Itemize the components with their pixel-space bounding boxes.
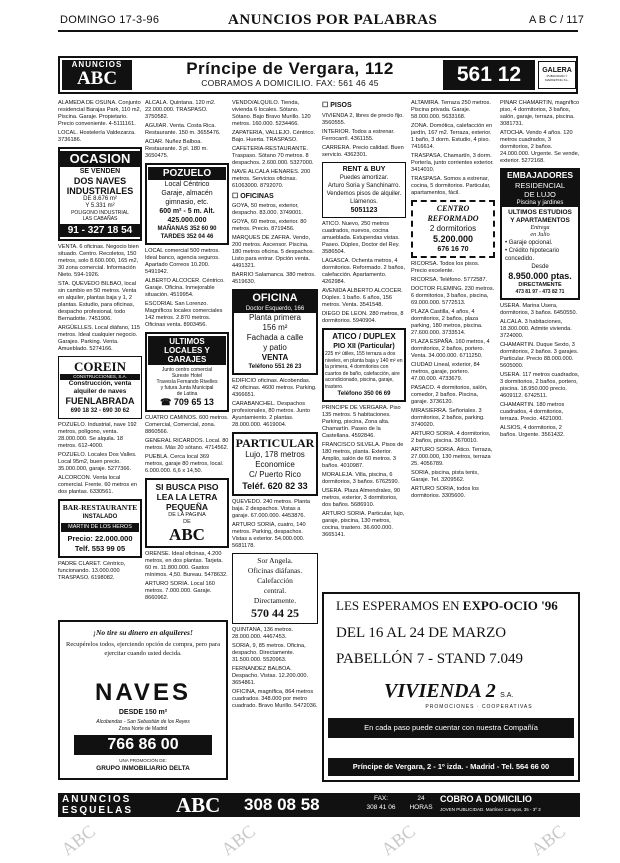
corein-line: alquiler de naves: [73, 388, 127, 395]
sor-angela-line: central.: [263, 586, 287, 595]
column-6: [500, 100, 580, 588]
ultimos-locales-ad: [145, 332, 229, 412]
si-busca-line: DE LA PAGINA: [168, 512, 206, 518]
classified-ad: CHAMARTIN. 180 metros cuadrados, 4 dormitorios, terraza. Precio. 4621000.: [500, 402, 565, 422]
rent-buy-line: RENT & BUY: [342, 166, 386, 173]
classified-ad: VENTA. 6 oficinas. Negocio bien situado. Centro. Recoletos, 150 metros, solo 8.600.000, 165 m2, 30 zona comercial. Información Nieto. 594-1926.: [58, 244, 139, 278]
classified-ad: ESCORIAL San Lorenzo. Magníficos locales comerciales 142 metros. 2.870 metros. Oficinas venta. 8903456.: [145, 301, 223, 328]
footer-fax: 308 41 06: [366, 804, 396, 811]
ocasion-line: SE VENDEN: [79, 168, 121, 175]
classified-ad: SORIA, piscina, pista tenis, Garaje. Tel. 3209562.: [411, 470, 479, 483]
classified-ad: ALAMEDA DE OSUNA. Conjunto residencial Barajas Park, 110 m2, Piscina. Garaje. Propietario. Precio conveniente. 4-5111161.: [58, 100, 142, 127]
ocasion-ad: [58, 147, 142, 241]
classified-ad: PLAZA ESPAÑA. 160 metros, 4 dormitorios, 2 baños, portero. Venta. 34.000.000. 6711250.: [411, 339, 490, 359]
rent-buy-line: Llámenos.: [350, 199, 378, 205]
naves-zone: Zona Norte de Madrid: [118, 726, 168, 732]
classified-ad: VENDO/ALQUILO. Tienda, vivienda 6 locales. Sótano. Sótano. Bajo Bravo Murillo. 120 metros. 160.000. 5234466.: [232, 100, 311, 127]
galera-logo-text: GALERA: [542, 67, 572, 74]
classified-ad: AVENIDA ALBERTO ALCOCER. Dúplex. 1 baño. 6 años, 156 metros. Venta. 3541548.: [322, 288, 403, 308]
rent-buy-line: Vendemos pisos de alquiler.: [326, 191, 402, 197]
classified-ad: ACIAR. Nuñez Balboa. Restaurante. 3 pl. 180 m. 3650475.: [145, 139, 208, 159]
ultimos-phone-row: [148, 397, 226, 408]
corein-ad: [58, 356, 142, 419]
oficina-ad: [232, 289, 318, 375]
corein-line: Construcción, venta: [68, 380, 132, 387]
classified-ad: LOCAL comercial 500 metros. Ideal banco, agencia seguros. Apartado Correos 10.200. 5491942.: [145, 248, 220, 275]
embajadores-bullet: • Garaje opcional.: [505, 240, 553, 246]
classified-ad: STA. QUEVEDO BILBAO, local sin cambio en 50 metros. Venta en alquiler, plantas baja y 1, 2 plantas. Estudio, para oficinas, despacho profesional, todo Bernadotte. 7451906.: [58, 281, 137, 322]
classified-ad: CARRERA. Precio calidad. Buen servicio. 4362301.: [322, 145, 404, 158]
pozuelo-phone: MAÑANAS 352 60 90: [157, 226, 217, 232]
centro-phone: 676 16 70: [437, 246, 469, 253]
ocasion-line: INDUSTRIALES: [66, 186, 134, 196]
classified-ad: PINAR CHAMARTIN, magnífico piso, 4 dormitorios, 3 baños, salón, garaje, terraza, piscina. 3081731.: [500, 100, 580, 127]
centro-reformado-ad: [411, 200, 495, 258]
sor-angela-line: Directamente.: [253, 596, 297, 605]
ultimos-line: GARAJES: [167, 355, 207, 364]
classified-ad: MIRASIERRA. Señoriales. 3 dormitorios, 2 baños, parking. 3740020.: [411, 408, 485, 428]
classified-ad: PLAZA Castilla, 4 años, 4 dormitorios, 2 baños, plaza parking, 180 metros, piscina. 27.600.000. 3733514.: [411, 309, 483, 336]
banner-sub: COBRAMOS A DOMICILIO. FAX: 561 46 45: [201, 78, 379, 88]
galera-logo: [538, 61, 576, 89]
oficina-line: Fachada a calle: [246, 333, 304, 342]
embajadores-price: 8.950.000 ptas.: [508, 271, 572, 281]
embajadores-line: Piscina y jardines: [502, 199, 578, 207]
abc-logo: [62, 60, 132, 90]
ocasion-phone: 91 - 327 18 54: [60, 224, 140, 237]
ocasion-line: LAS CABAÑAS: [82, 216, 118, 222]
abc-logo-small: ANUNCIOS: [71, 60, 123, 69]
vivienda2-logo: [384, 680, 574, 704]
embajadores-title: EMBAJADORES: [502, 170, 578, 181]
classified-ad: VIVIENDA 2, libres de precio fijo. 3560555.: [322, 113, 404, 126]
classified-ad: PRINCIPE DE VERGARA. Piso 135 metros. 5 habitaciones. Parking, piscina, Zona alta. Chamartín. Paseo de la Castellana. 4592846.: [322, 405, 401, 439]
classified-ad: ARTURO SORIA, cuatro, 140 metros. Parking, despachos. Vistas a exterior. 54.000.000. 5681178.: [232, 522, 306, 549]
classified-ad: MORALEJA. Villa, piscina, 6 dormitorios, 3 baños. 6762590.: [322, 472, 400, 485]
footer-phone: 308 08 58: [244, 795, 320, 814]
ultimos-line: Junto centro comercial: [161, 367, 213, 373]
atico-title: ATICO / DUPLEX: [332, 332, 396, 341]
si-busca-line: SI BUSCA PISO: [155, 482, 219, 492]
sor-angela-ad: [232, 553, 318, 624]
classified-ad: DIEGO DE LEON. 280 metros, 8 dormitorios. 5940904.: [322, 311, 404, 324]
classified-ad: ORENSE. Ideal oficinas, 4.200 metros, en dos plantas. Tarjeta. 60 m. 11.800.000. Gastos mínimos. 4,50. Bureau. 5478632.: [145, 551, 228, 578]
embajadores-line: Desde: [531, 264, 549, 270]
classified-ad: DOCTOR FLEMING. 230 metros. 6 dormitorios, 3 baños, piscina, 69.000.000. 5772513.: [411, 286, 495, 306]
footer-abc-logo: ABC: [176, 793, 221, 817]
classified-ad: NAVE ALCALA HENARES. 200 metros. Servicios oficinas. 61063000. 8792070.: [232, 169, 311, 189]
bar-restaurante-ad: [58, 499, 142, 558]
rent-buy-phone: 5051123: [350, 207, 378, 214]
classified-ad: RICORSA. Teléfono. 5772587.: [411, 277, 488, 283]
si-busca-line: DE: [183, 519, 191, 525]
bar-title: BAR-RESTAURANTE: [62, 503, 138, 512]
column-5: [411, 100, 495, 588]
classified-ad: PADRE CLARET. Céntrico, funcionando. 13.000.000 TRASPASO. 6198082.: [58, 561, 126, 581]
oficina-line: VENTA: [261, 353, 289, 362]
footer-esquelas: ESQUELAS: [62, 805, 134, 816]
particular-line: Economice: [255, 460, 295, 469]
pozuelo-line: 425.000.000: [167, 217, 207, 224]
embajadores-line: en Julio: [530, 232, 550, 238]
abc-logo-text: ABC: [76, 68, 118, 89]
pozuelo-title: POZUELO: [148, 167, 226, 180]
expo-ocio-ad: [322, 592, 580, 782]
phone-icon: ☎: [160, 397, 174, 407]
classified-ad: PASACO. 4 dormitorios, salón, comedor, 2 baños. Piscina, garaje. 3736120.: [411, 385, 488, 405]
naves-promo: UNA PROMOCIÓN DE:: [119, 758, 167, 763]
particular-phone: Teléf. 620 82 33: [242, 481, 308, 491]
sor-angela-line: Sor Angela.: [257, 556, 293, 565]
ultimos-line: LOCALES Y: [164, 346, 210, 355]
ocasion-line: POLIGONO INDUSTRIAL: [71, 210, 129, 216]
watermark: ABC: [527, 820, 569, 860]
ocasion-line: DOS NAVES: [73, 176, 127, 186]
bar-sub: INSTALADO: [82, 514, 118, 520]
galera-logo-sub: PUBLICIDAD Y MARKETING S.L.: [544, 74, 569, 82]
footer-hours-num: 24: [417, 795, 425, 802]
classified-ad: POZUELO. Industrial, nave 192 metros, polígono, venta. 28.000.000. Se alquila. 18 metros. 612-4000.: [58, 422, 137, 449]
bar-name: MARTIN DE LOS HEROS: [61, 523, 139, 532]
oficina-line: Doctor Esquerdo, 166: [234, 305, 316, 313]
centro-price: 5.200.000: [432, 234, 474, 244]
particular-title: PARTICULAR: [235, 436, 315, 450]
classified-ad: ATICO. Nuevo, 250 metros cuadrados, nuevos, cocina amueblada. Estupendas vistas. Paseo. Dúplex, Doctor del Rey. 3586504.: [322, 221, 400, 255]
page-number: A B C / 117: [529, 14, 584, 26]
classified-ad: ARTURO SORIA. Ático. Terraza, 27.000.000, 130 metros, terraza 25. 4056789.: [411, 447, 493, 467]
section-title: ANUNCIOS POR PALABRAS: [228, 12, 438, 28]
watermark: ABC: [217, 820, 259, 860]
atico-duplex-ad: [322, 328, 406, 402]
naves-size: DESDE 150 m²: [118, 709, 168, 716]
footer-hours: HORAS: [409, 804, 433, 811]
si-busca-piso-ad: [145, 478, 229, 548]
classified-ad: ARTURO SORIA. Particular, lujo, garaje, piscina, 130 metros, cocina, trastero. 36.600.000. 3665141.: [322, 511, 405, 538]
classified-ad: ALCALA. 3 habitaciones, 18.300.000. Admite vivienda. 3724000.: [500, 319, 572, 339]
page-date: DOMINGO 17-3-96: [60, 14, 160, 26]
rent-buy-line: Puedes amortizar.: [339, 175, 389, 181]
ultimos-line: y futura Junta Municipal: [160, 385, 214, 391]
embajadores-line: ULTIMOS ESTUDIOS: [508, 209, 572, 216]
embajadores-line: DIRECTAMENTE: [518, 282, 562, 288]
classified-ad: INTERIOR. Todos a estrenar. Ferrocarril. 4361155.: [322, 129, 395, 142]
ocasion-line: Y 5.331 m²: [85, 203, 115, 209]
naves-company: GRUPO INMOBILIARIO DELTA: [96, 765, 190, 772]
pozuelo-ad: [145, 163, 229, 245]
corein-sub: CONSTRUCCIONES, S.A.: [60, 374, 140, 380]
classified-ad: LOCAL. Hostelería Valdezarza. 3736186.: [58, 130, 136, 143]
column-3: [232, 100, 318, 785]
ocasion-line: DE 8.676 m²: [83, 196, 117, 202]
expo-dates: DEL 16 AL 24 DE MARZO: [336, 625, 507, 641]
classified-ad: RICORSA. Todos los pisos. Precio excelente.: [411, 261, 480, 274]
centro-line: CENTRO: [436, 204, 470, 213]
oficina-title: OFICINA: [234, 291, 316, 305]
sor-angela-line: Calefacción: [257, 576, 293, 585]
vivienda2-name: VIVIENDA 2: [384, 680, 496, 702]
checkbox-icon: ☐: [232, 193, 241, 200]
classified-ad: AGUIAR. Venta. Costa Rica. Restaurante. 150 m. 3655476.: [145, 123, 221, 136]
footer-fax-label: FAX:: [373, 795, 389, 802]
column-4: [322, 100, 406, 588]
footer-banner: [58, 793, 580, 817]
classified-ad: ALCALA. Quintana. 120 m2. 22.000.000. TRASPASO. 3750582.: [145, 100, 216, 120]
particular-line: C/ Puerto Rico: [248, 470, 302, 479]
vivienda2-sa: S.A.: [500, 692, 514, 699]
classified-ad: USERA. 117 metros cuadrados, 3 dormitorios, 2 baños, portero, piscina. 18.950.000 precio. 4609112. 6742511.: [500, 372, 580, 399]
corein-logo: COREIN: [73, 359, 126, 374]
pisos-label: PISOS: [330, 102, 352, 109]
particular-ad: [232, 432, 318, 496]
expo-line-1a: LES ESPERAMOS EN: [336, 598, 460, 613]
expo-slogan: En cada paso puede cuentar con nuestra Compañía: [328, 718, 574, 738]
oficina-phone: Teléfono 551 26 23: [248, 364, 302, 370]
ultimos-line: de Latina: [176, 391, 198, 397]
expo-line-1b: EXPO-OCIO '96: [462, 598, 558, 613]
classified-ad: GOYA, 60 metros, exterior. 80 metros. Precio. 8719456.: [232, 219, 307, 232]
ultimos-phone: 709 65 13: [173, 397, 214, 407]
abc-logo: ABC: [169, 525, 205, 544]
classified-ad: PUEBLA. Cerca local 369 metros, garaje 80 metros, local. 6.000.000. 6,6 x 14,50.: [145, 454, 224, 474]
naves-ad: [58, 620, 228, 780]
oficina-line: y patio: [263, 343, 287, 352]
classified-ad: CARABANCHEL. Despachos profesionales, 80 metros. Junto Ayuntamiento. 2 plantas. 28.000.000. 4619004.: [232, 401, 311, 428]
naves-location: Alcobendas - San Sebastián de los Reyes: [96, 719, 190, 725]
footer-cobro-sub: JOVEN PUBLICIDAD. Martínez Campos, 35 - 3º 3: [440, 807, 541, 812]
classified-ad: ARTURO SORIA. Local 160 metros. 7.000.000. Garaje. 8660962.: [145, 581, 215, 601]
oficina-line: Planta primera: [248, 313, 302, 322]
checkbox-icon: ☐: [322, 102, 331, 109]
classified-ad: USERA. Marina Usera, dormitorios, 3 baños. 6450550.: [500, 303, 578, 316]
classified-ad: FERNANDEZ BALBOA. Despacho. Vistas. 12.200.000. 3654861.: [232, 666, 309, 686]
classified-ad: ALTAMIRA. Terraza 250 metros. Piscina privada. Garaje. 58.000.000. 5633168.: [411, 100, 491, 120]
classified-ad: GENERAL RICARDOS. Local. 80 metros. Más 20 sótano. 4714562.: [145, 438, 229, 451]
classified-ad: GOYA, 50 metros, exterior, despacho. 83.000. 3749001.: [232, 203, 303, 216]
si-busca-line: LEA LA LETRA: [156, 492, 218, 502]
rent-buy-line: Arturo Soria y Sanchinarro.: [327, 183, 401, 189]
oficina-line: 156 m²: [262, 323, 288, 332]
naves-line-2: Recupérelos todos, ejerciendo opción de compra, pero para ejercitar cuando usted decida.: [66, 641, 220, 657]
classified-ad: CHAMARTIN. Duque Sexto, 3 dormitorios, 2 baños. 3 garajes. Particular. Precio 88.000.000. 5605000.: [500, 342, 579, 369]
centro-line: 2 dormitorios: [429, 224, 477, 233]
embajadores-bullet: • Crédito hipotecario concedido.: [505, 248, 560, 262]
embajadores-phone: 473 81 97 - 473 82 71: [515, 289, 565, 295]
embajadores-line: DE LUJO: [502, 190, 578, 199]
classified-ad: CUATRO CAMINOS. 600 metros. Comercial, Comercial, zona. 8860566.: [145, 415, 229, 435]
footer-cobro: COBRO A DOMICILIO: [440, 794, 532, 804]
watermark: ABC: [377, 820, 419, 860]
naves-phone: 766 86 00: [74, 735, 212, 755]
ultimos-header: [148, 336, 226, 365]
embajadores-ad: [500, 168, 580, 300]
classified-ad: ZONA. Domótica, calefacción en jardín, 167 m2. Terraza, exterior. 1 baño, 3 dorm. Estudio, 4 piso. 7416614.: [411, 123, 493, 150]
sor-angela-line: Oficinas diáfanas.: [247, 566, 303, 575]
classified-ad: QUINTANA, 136 metros. 28.000.000. 4467453.: [232, 627, 294, 640]
pozuelo-line: Local Céntrico: [164, 181, 210, 188]
classified-ad: ALCORCON. Venta local comercial. Frente. 60 metros en dos plantas. 6330561.: [58, 475, 137, 495]
classified-ad: ZAPATERIA, VALLEJO. Céntrico. Bajo. Huerta. TRASPASO.: [232, 130, 315, 143]
bar-phone: Telf. 553 99 05: [74, 544, 126, 553]
classified-ad: BARRIO Salamanca. 380 metros. 4519630.: [232, 272, 316, 285]
classified-ad: ARTURO SORIA. 4 dormitorios, 2 baños, piscina. 3670010.: [411, 431, 491, 444]
classified-ad: TRASPASA. Chamartín, 3 dorm. Portería, junto corrientes exterior. 3414010.: [411, 153, 494, 173]
classified-ad: SORIA, 9, 85 metros. Oficina, despacho. Directamente. 31.500.000. 5520963.: [232, 643, 306, 663]
classified-ad: QUEVEDO. 240 metros. Planta baja. 2 despachos. Vistas a garaje. 67.000.000. 4453876.: [232, 499, 311, 519]
pozuelo-line: 600 m² - 5 m. Alt.: [159, 208, 215, 215]
watermark: ABC: [57, 820, 99, 860]
corein-phone: 690 18 32 - 690 30 62: [70, 408, 130, 414]
expo-line-1: [336, 598, 576, 614]
column-2: [145, 100, 229, 615]
classified-ad: MARQUES DE ZAFRA. Vendo, 200 metros. Ascensor. Piscina. 180 metros oficina. 5 despachos. Listo para entrar. Opción venta. 4491321.: [232, 235, 315, 269]
classified-ad: EDIFICIO oficinas. Alcobendas. 42 oficinas. 4600 metros. Parking. 4366651.: [232, 378, 317, 398]
pozuelo-phone: TARDES 352 04 46: [160, 234, 214, 240]
expo-address: Príncipe de Vergara, 2 - 1º izda. - Madrid - Tel. 564 66 00: [328, 758, 574, 776]
bar-price: Precio: 22.000.000: [67, 534, 133, 543]
ultimos-line: Travesía Fernando Rivelles: [156, 379, 218, 385]
expo-stand: PABELLÓN 7 - STAND 7.049: [336, 651, 524, 667]
centro-line: REFORMADO: [427, 214, 479, 223]
ocasion-title: OCASION: [60, 151, 140, 167]
pozuelo-line: Garaje, almacén: [161, 190, 213, 197]
embajadores-line: Entrega: [530, 225, 550, 231]
ultimos-line: Sureste Hotel: [171, 373, 203, 379]
atico-phone: Teléfono 350 06 69: [337, 391, 391, 397]
pozuelo-line: gimnasio, etc.: [165, 199, 209, 206]
sor-angela-phone: 570 44 25: [251, 606, 299, 620]
classified-ad: TRASPASA. Somos a estrenar, cocina, 5 dormitorios. Particular, apartamentos, fácil.: [411, 176, 491, 196]
classified-ad: USERA. Plaza Almendrales, 90 metros, exterior, 3 dormitorios, dos baños. 5686910.: [322, 488, 401, 508]
oficinas-heading: [232, 193, 318, 200]
particular-line: Lujo, 178 metros: [245, 450, 305, 459]
naves-title: NAVES: [95, 679, 191, 706]
header-rule: [58, 30, 578, 32]
ultimos-line: ULTIMOS: [169, 337, 205, 346]
classified-ad: CIUDAD Lineal, exterior, 84 metros, garaje, portero. 47.00.000. 4733679.: [411, 362, 480, 382]
corein-line: FUENLABRADA: [65, 396, 135, 406]
classified-ad: POZUELO. Locales Dos Valles. Local 95m2, buen precio. 35.000.000, garaje. 5277366.: [58, 452, 137, 472]
embajadores-line: Y APARTAMENTOS: [510, 217, 570, 224]
classified-ad: ARGÜELLES. Local diáfano, 115 metros. Ideal cualquier negocio. Garajes. Parking. Venta. Amueblado. 5274166.: [58, 325, 140, 352]
classified-ad: ARTURO SORIA, todos los dormitorios. 3305600.: [411, 486, 479, 499]
classified-ad: OFICINA, magnífica, 864 metros cuadrados. 348.000 por metro cuadrado. Bravo Murillo. 5472036.: [232, 689, 318, 709]
atico-subtitle: PIO XII (Particular): [333, 343, 395, 350]
banner-phone: 561 12 96: [443, 60, 535, 90]
vivienda2-sub: PROMOCIONES · COOPERATIVAS: [425, 704, 533, 710]
classified-ad: ATOCHA. Vendo 4 años. 120 metros cuadrados, 3 dormitorios, 2 baños. 24.000.000. Urgente. Se vende, exterior. 5272168.: [500, 130, 580, 164]
classified-ad: FRANCISCO SILVELA. Pisos de 180 metros, planta. Exterior. Amplio, salón de 60 metros. 3 baños. 4010987.: [322, 442, 404, 469]
si-busca-line: PEQUEÑA: [165, 502, 209, 512]
footer-anuncios: ANUNCIOS: [62, 794, 132, 805]
oficinas-label: OFICINAS: [240, 193, 274, 200]
classified-ad: ALSIOS, 4 dormitorios, 2 baños. Urgente. 3561432.: [500, 425, 565, 438]
rent-buy-ad: [322, 162, 406, 218]
embajadores-line: RESIDENCIAL: [502, 181, 578, 190]
classified-ad: LAGASCA. Ochenta metros, 4 dormitorios. Reformado. 2 baños, calefacción. Apartamento. 4262984.: [322, 258, 406, 285]
classified-ad: ALBERTO ALCOCER. Céntrico. Garaje. Oficina. Inmejorable situación. 4519954.: [145, 278, 225, 298]
banner-address: Príncipe de Vergara, 112: [186, 59, 394, 78]
atico-description: 225 m² útiles, 155 terraza a dos niveles, en planta baja y 140 m² en la primera, 4 dormitorios con cuartos de baño, calefacción, aire acondicionado, piscina, garaje, trastero.: [325, 351, 403, 390]
pisos-heading: [322, 102, 406, 109]
classified-ad: CAFETERIA-RESTAURANTE. Traspaso. Sótano 70 metros. 8 despachos. 2.600.000. 5327000.: [232, 146, 314, 166]
naves-line-1: ¡No tire su dinero en alquileres!: [93, 628, 193, 637]
